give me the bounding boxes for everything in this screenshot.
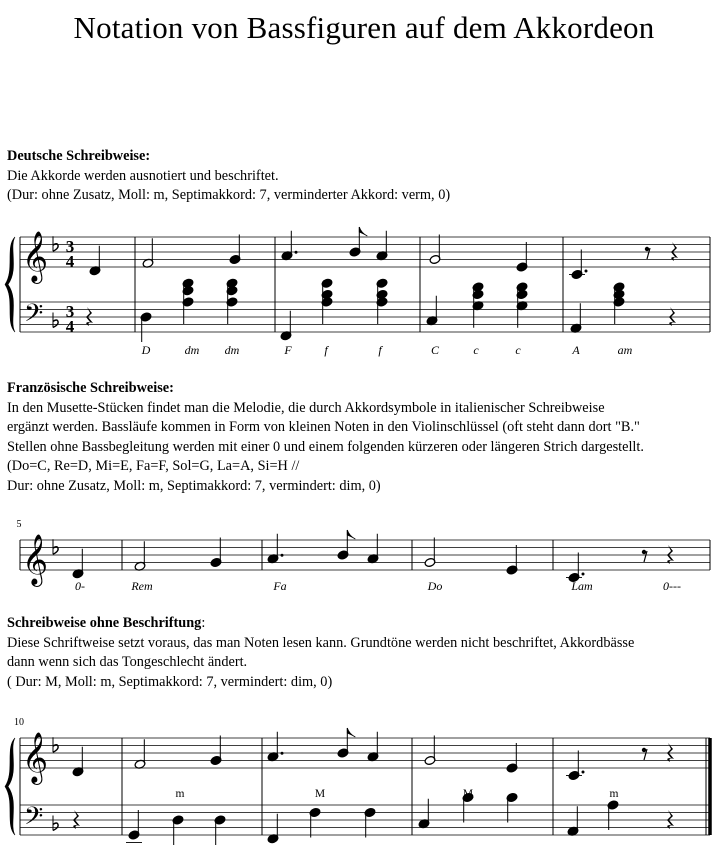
section-text-line: ergänzt werden. Bassläufe kommen in Form von kleinen Noten in den Violinschlüssel (oft steht dann dort "B." [7, 419, 640, 435]
brace-icon [5, 738, 15, 835]
flat-icon [53, 823, 58, 831]
section-text-line: (Do=C, Re=D, Mi=E, Fa=F, Sol=G, La=A, Si=H // [7, 458, 300, 474]
chord-label: M [314, 788, 326, 800]
note-dot [582, 573, 585, 576]
brace-icon [5, 237, 15, 332]
measure-number: 5 [16, 519, 22, 530]
bass-clef-icon: 𝄢 [24, 300, 44, 333]
bass-label: F [284, 343, 292, 357]
section-heading-plain: Schreibweise ohne Beschriftung [7, 615, 202, 631]
note-flag [347, 728, 355, 737]
note-dot [295, 251, 298, 254]
chord-label: Rem [131, 579, 153, 593]
chord-label: m [609, 788, 619, 800]
chord-label: Do [427, 579, 443, 593]
chord-label: 0--- [663, 579, 681, 593]
bass-label: dm [224, 343, 240, 357]
bass-label: f [378, 343, 382, 357]
note-dot [585, 270, 588, 273]
note-dot [281, 554, 284, 557]
section-text-line: Die Akkorde werden ausnotiert und beschriftet. [7, 167, 279, 184]
flat-icon [53, 320, 58, 328]
section-text-line: In den Musette-Stücken findet man die Melodie, die durch Akkordsymbole in italienischer Schreibweise [7, 399, 605, 416]
bass-label: c [515, 343, 521, 357]
time-signature-bottom: 4 [65, 252, 75, 271]
heading-colon: : [201, 615, 206, 631]
bass-clef-icon: 𝄢 [24, 803, 44, 836]
bass-label: c [473, 343, 479, 357]
rest-icon [645, 247, 649, 251]
time-signature-top: 3 [65, 237, 75, 256]
time-signature-top: 3 [65, 302, 75, 321]
section-text-line: (Dur: ohne Zusatz, Moll: m, Septimakkord: 7, verminderter Akkord: verm, 0) [7, 187, 451, 203]
bass-label: D [141, 343, 151, 357]
page-title: Notation von Bassfiguren auf dem Akkordeon [73, 10, 655, 45]
rest-icon [642, 748, 646, 752]
note-flag [359, 227, 367, 236]
chord-label: Fa [273, 579, 287, 593]
bass-label: A [572, 343, 580, 357]
section-text-line: ( Dur: M, Moll: m, Septimakkord: 7, vermindert: dim, 0) [7, 673, 333, 690]
chord-label: Lam [571, 579, 593, 593]
rest-icon [642, 550, 646, 554]
section-text-line: dann wenn sich das Tongeschlecht ändert. [7, 654, 248, 670]
chord-label: M [462, 788, 474, 800]
section-heading-german: Deutsche Schreibweise: [7, 148, 151, 164]
note-dot [281, 752, 284, 755]
note-flag [347, 530, 355, 539]
treble-clef-icon: 𝄞 [22, 733, 49, 782]
section-text-line: Stellen ohne Bassbegleitung werden mit einer 0 und einem folgenden kürzeren oder längeren Strich dargestellt. [7, 438, 644, 455]
bass-label: f [324, 343, 328, 357]
chord-label: 0- [75, 579, 85, 593]
measure-number: 10 [14, 717, 24, 728]
bass-label: C [430, 343, 440, 357]
chord-label: m [175, 788, 185, 800]
bass-label: am [617, 343, 633, 357]
time-signature-bottom: 4 [65, 317, 75, 336]
note-dot [582, 771, 585, 774]
treble-clef-icon: 𝄞 [22, 232, 49, 281]
section-text-line: Diese Schriftweise setzt voraus, das man Noten lesen kann. Grundtöne werden nicht beschriftet, Akkordbässe [7, 634, 635, 651]
treble-clef-icon: 𝄞 [22, 535, 49, 584]
section-text-line: Dur: ohne Zusatz, Moll: m, Septimakkord: 7, vermindert: dim, 0) [7, 477, 381, 494]
bass-label: dm [184, 343, 200, 357]
section-heading-french: Französische Schreibweise: [7, 380, 174, 396]
